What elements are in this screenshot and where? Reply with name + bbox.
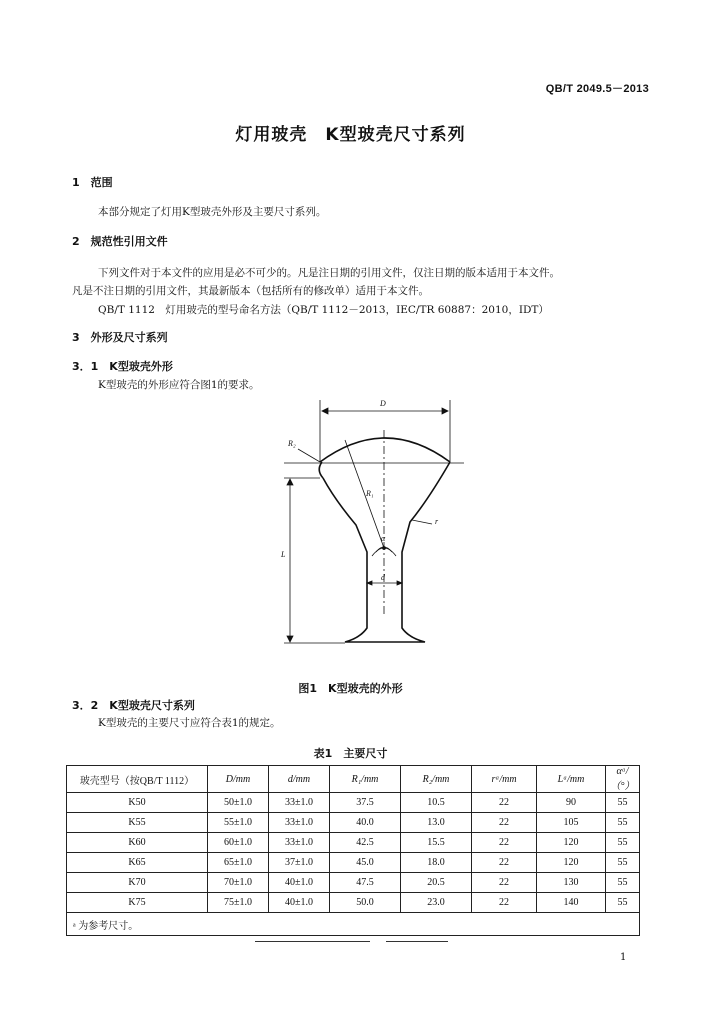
cell-alpha: 55 — [606, 853, 640, 873]
cell-L: 120 — [537, 833, 606, 853]
label-r: r — [435, 517, 439, 526]
cell-d: 40±1.0 — [269, 873, 330, 893]
cell-model: K55 — [67, 813, 208, 833]
cell-alpha: 55 — [606, 833, 640, 853]
cell-R2: 15.5 — [401, 833, 472, 853]
cell-R2: 23.0 — [401, 893, 472, 913]
section-1-text: 本部分规定了灯用K型玻壳外形及主要尺寸系列。 — [98, 206, 327, 218]
footer-rule-left — [255, 941, 370, 942]
label-R1: R₁ — [366, 489, 374, 498]
bulb-right-side — [402, 462, 450, 590]
cell-r: 22 — [472, 893, 537, 913]
cell-L: 90 — [537, 793, 606, 813]
col-header-model: 玻壳型号（按QB/T 1112） — [67, 766, 208, 793]
cell-r: 22 — [472, 813, 537, 833]
label-L: L — [281, 550, 286, 559]
cell-r: 22 — [472, 853, 537, 873]
cell-L: 130 — [537, 873, 606, 893]
cell-model: K50 — [67, 793, 208, 813]
page-title: 灯用玻壳 K型玻壳尺寸系列 — [235, 125, 466, 145]
table-row — [67, 793, 640, 813]
footer-rule-right — [386, 941, 448, 942]
col-header-R1: R₁/mm — [330, 766, 401, 793]
bulb-rim-curve — [319, 462, 323, 478]
section-3-1-heading: 3．1 K型玻壳外形 — [72, 360, 173, 373]
col-header-alpha: αᵃ/（°） — [606, 766, 640, 793]
cell-alpha: 55 — [606, 893, 640, 913]
cell-R1: 40.0 — [330, 813, 401, 833]
standard-code: QB/T 2049.5－2013 — [545, 83, 649, 95]
section-3-1-text: K型玻壳的外形应符合图1的要求。 — [98, 379, 260, 391]
cell-model: K75 — [67, 893, 208, 913]
section-1-heading: 1 范围 — [72, 176, 113, 189]
bulb-outline-figure — [260, 395, 480, 655]
page-number: 1 — [620, 952, 627, 963]
cell-R2: 10.5 — [401, 793, 472, 813]
label-D: D — [380, 399, 386, 408]
cell-D: 55±1.0 — [208, 813, 269, 833]
section-2-text-line2: 凡是不注日期的引用文件，其最新版本（包括所有的修改单）适用于本文件。 — [72, 285, 429, 297]
bulb-left-side — [323, 478, 367, 590]
cell-alpha: 55 — [606, 793, 640, 813]
cell-R1: 47.5 — [330, 873, 401, 893]
table-note: ᵃ 为参考尺寸。 — [67, 913, 640, 936]
table-note-row — [67, 913, 640, 936]
cell-L: 120 — [537, 853, 606, 873]
cell-R2: 20.5 — [401, 873, 472, 893]
table-row — [67, 893, 640, 913]
cell-d: 40±1.0 — [269, 893, 330, 913]
bulb-dome-arc — [320, 438, 450, 462]
table-row — [67, 813, 640, 833]
cell-R1: 45.0 — [330, 853, 401, 873]
label-d: d — [381, 573, 385, 582]
cell-r: 22 — [472, 833, 537, 853]
section-2-heading: 2 规范性引用文件 — [72, 235, 168, 248]
bulb-neck — [345, 590, 425, 642]
main-dimensions-table — [66, 765, 640, 936]
cell-D: 75±1.0 — [208, 893, 269, 913]
cell-model: K65 — [67, 853, 208, 873]
cell-model: K70 — [67, 873, 208, 893]
col-header-r: rᵃ/mm — [472, 766, 537, 793]
col-header-D: D/mm — [208, 766, 269, 793]
label-R2: R₂ — [288, 439, 296, 448]
cell-R1: 50.0 — [330, 893, 401, 913]
cell-R1: 42.5 — [330, 833, 401, 853]
cell-d: 33±1.0 — [269, 813, 330, 833]
table-row — [67, 853, 640, 873]
cell-d: 33±1.0 — [269, 833, 330, 853]
cell-d: 33±1.0 — [269, 793, 330, 813]
cell-D: 50±1.0 — [208, 793, 269, 813]
cell-R2: 13.0 — [401, 813, 472, 833]
col-header-R2: R₂/mm — [401, 766, 472, 793]
section-3-2-heading: 3．2 K型玻壳尺寸系列 — [72, 699, 195, 712]
label-alpha: α — [381, 534, 386, 543]
figure-caption: 图1 K型玻壳的外形 — [298, 682, 403, 695]
cell-D: 70±1.0 — [208, 873, 269, 893]
cell-R1: 37.5 — [330, 793, 401, 813]
cell-D: 65±1.0 — [208, 853, 269, 873]
cell-r: 22 — [472, 793, 537, 813]
cell-R2: 18.0 — [401, 853, 472, 873]
table-row — [67, 873, 640, 893]
cell-r: 22 — [472, 873, 537, 893]
col-header-d: d/mm — [269, 766, 330, 793]
cell-model: K60 — [67, 833, 208, 853]
section-3-heading: 3 外形及尺寸系列 — [72, 331, 168, 344]
table-row — [67, 833, 640, 853]
cell-L: 140 — [537, 893, 606, 913]
table-caption: 表1 主要尺寸 — [313, 747, 388, 760]
cell-alpha: 55 — [606, 813, 640, 833]
section-2-text-line1: 下列文件对于本文件的应用是必不可少的。凡是注日期的引用文件，仅注日期的版本适用于本文件。 — [98, 267, 560, 279]
normative-reference: QB/T 1112 灯用玻壳的型号命名方法（QB/T 1112－2013，IEC/TR 60887：2010，IDT） — [98, 304, 549, 316]
cell-d: 37±1.0 — [269, 853, 330, 873]
col-header-L: Lᵃ/mm — [537, 766, 606, 793]
cell-L: 105 — [537, 813, 606, 833]
table-header-row — [67, 766, 640, 793]
section-3-2-text: K型玻壳的主要尺寸应符合表1的规定。 — [98, 717, 281, 729]
cell-D: 60±1.0 — [208, 833, 269, 853]
cell-alpha: 55 — [606, 873, 640, 893]
